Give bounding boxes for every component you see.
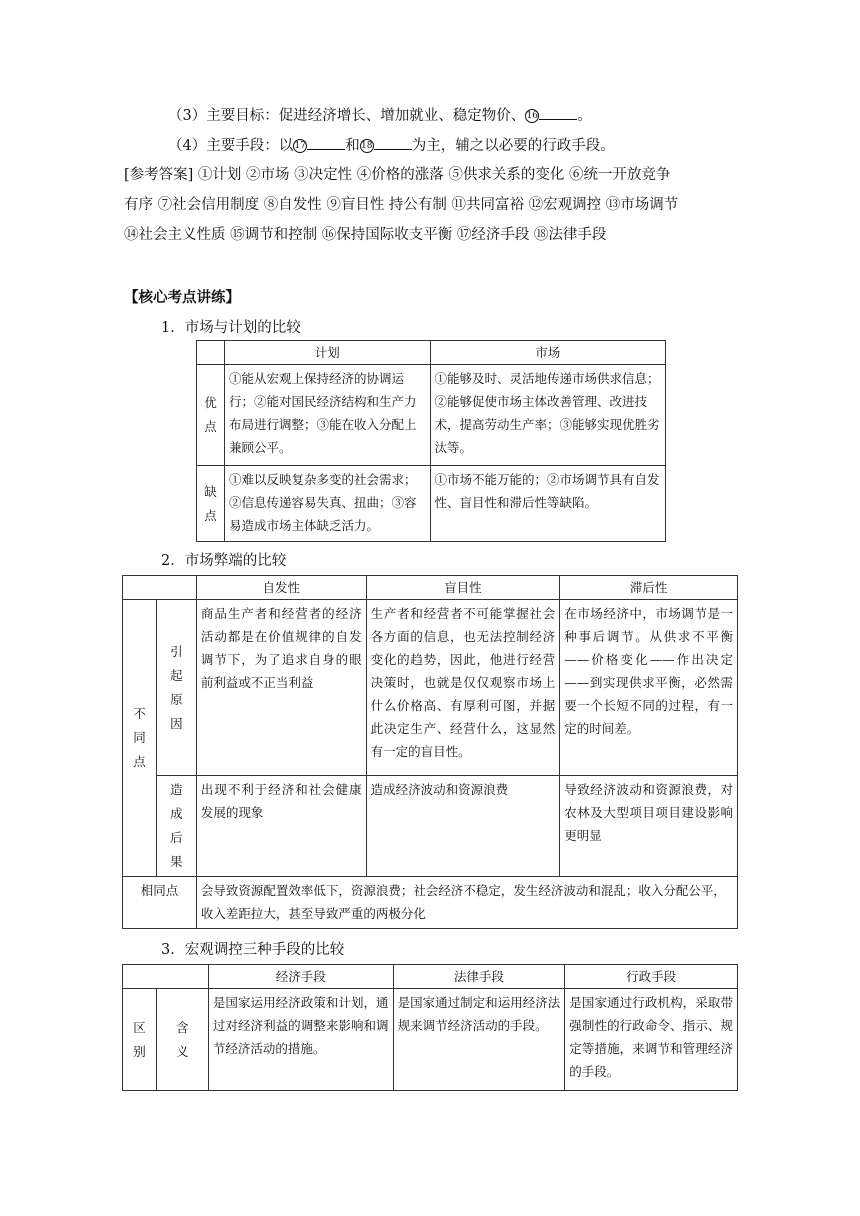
- table-market-vs-plan: [196, 340, 666, 542]
- same-points: 会导致资源配置效率低下，资源浪费；社会经济不稳定，发生经济波动和混乱；收入分配公平，收入差距拉大，甚至导致严重的两极分化: [196, 877, 737, 929]
- empty-header-cell: [197, 341, 225, 365]
- table-macro-control: [122, 964, 738, 1091]
- row-label-meaning: 含义: [156, 989, 208, 1091]
- header-economic: 经济手段: [208, 965, 393, 989]
- header-legal: 法律手段: [393, 965, 565, 989]
- answer-line-2: 有序 ⑦社会信用制度 ⑧自发性 ⑨盲目性 持公有制 ⑪共同富裕 ⑫宏观调控 ⑬市场调节: [124, 197, 679, 213]
- header-spontaneity: 自发性: [196, 576, 366, 600]
- table1-title: 1．市场与计划的比较: [161, 320, 301, 336]
- goal-text: （3）主要目标：促进经济增长、增加就业、稳定物价、: [168, 108, 526, 124]
- advantages-market: ①能够及时、灵活地传递市场供求信息；②能够促使市场主体改善管理、改进技术，提高劳动生产率；③能够实现优胜劣汰等。: [430, 365, 666, 466]
- result-lag: 导致经济波动和资源浪费，对农林及大型项目项目建设影响更明显: [560, 776, 738, 877]
- table3-title: 3．宏观调控三种手段的比较: [161, 942, 345, 958]
- disadvantages-market: ①市场不能万能的；②市场调节具有自发性、盲目性和滞后性等缺陷。: [430, 466, 666, 542]
- section-heading: 【核心考点讲练】: [124, 290, 240, 306]
- cause-spontaneity: 商品生产者和经营者的经济活动都是在价值规律的自发调节下，为了追求自身的眼前利益或不正当利益: [196, 600, 366, 776]
- row-label-cause: 引起原因: [156, 600, 196, 776]
- circled-number: 18: [361, 141, 373, 151]
- header-administrative: 行政手段: [565, 965, 738, 989]
- means-mid: 和: [345, 138, 360, 154]
- advantages-plan: ①能从宏观上保持经济的协调运行；②能对国民经济结构和生产力布局进行调整；③能在收入分配上兼顾公平。: [224, 365, 430, 466]
- goal-suffix: 。: [577, 108, 592, 124]
- answer-line-1: [参考答案] ①计划 ②市场 ③决定性 ④价格的涨落 ⑤供求关系的变化 ⑥统一开放竞争: [124, 167, 671, 183]
- disadvantages-plan: ①难以反映复杂多变的社会需求；②信息传递容易失真、扭曲；③容易造成市场主体缺乏活力。: [224, 466, 430, 542]
- fill-blank[interactable]: [539, 105, 577, 120]
- header-blindness: 盲目性: [366, 576, 560, 600]
- empty-header-cell: [123, 576, 197, 600]
- means-line: [168, 134, 615, 155]
- goal-line: [168, 104, 592, 125]
- header-market: 市场: [430, 341, 666, 365]
- table2-title: 2．市场弊端的比较: [161, 553, 287, 569]
- row-label-advantages: 优点: [197, 365, 225, 466]
- cause-lag: 在市场经济中，市场调节是一种事后调节。从供求不平衡——价格变化——作出决定——到实现供求平衡，必然需要一个长短不同的过程，有一定的时间差。: [560, 600, 738, 776]
- circled-number: 17: [294, 141, 306, 151]
- cause-blindness: 生产者和经营者不可能掌握社会各方面的信息，也无法控制经济变化的趋势，因此，他进行经营决策时，也就是仅仅观察市场上什么价格高、有厚利可图，并据此决定生产、经营什么，这显然有一定的盲目性。: [366, 600, 560, 776]
- fill-blank[interactable]: [374, 135, 412, 150]
- header-plan: 计划: [224, 341, 430, 365]
- empty-header-cell: [123, 965, 209, 989]
- means-suffix: 为主，辅之以必要的行政手段。: [411, 138, 615, 154]
- row-group-difference: 区别: [123, 989, 157, 1091]
- means-text: （4）主要手段：以: [168, 138, 294, 154]
- meaning-administrative: 是国家通过行政机构，采取带强制性的行政命令、指示、规定等措施，来调节和管理经济的手段。: [565, 989, 738, 1091]
- row-label-same: 相同点: [123, 877, 197, 929]
- row-group-differences: 不同点: [123, 600, 157, 877]
- result-blindness: 造成经济波动和资源浪费: [366, 776, 560, 877]
- meaning-economic: 是国家运用经济政策和计划，通过对经济利益的调整来影响和调节经济活动的措施。: [208, 989, 393, 1091]
- fill-blank[interactable]: [307, 135, 345, 150]
- answer-line-3: ⑭社会主义性质 ⑮调节和控制 ⑯保持国际收支平衡 ⑰经济手段 ⑱法律手段: [124, 227, 607, 243]
- result-spontaneity: 出现不利于经济和社会健康发展的现象: [196, 776, 366, 877]
- meaning-legal: 是国家通过制定和运用经济法规来调节经济活动的手段。: [393, 989, 565, 1091]
- circled-number: 16: [526, 111, 538, 121]
- row-label-disadvantages: 缺点: [197, 466, 225, 542]
- row-label-result: 造成后果: [156, 776, 196, 877]
- table-market-defects: [122, 575, 738, 929]
- header-lag: 滞后性: [560, 576, 738, 600]
